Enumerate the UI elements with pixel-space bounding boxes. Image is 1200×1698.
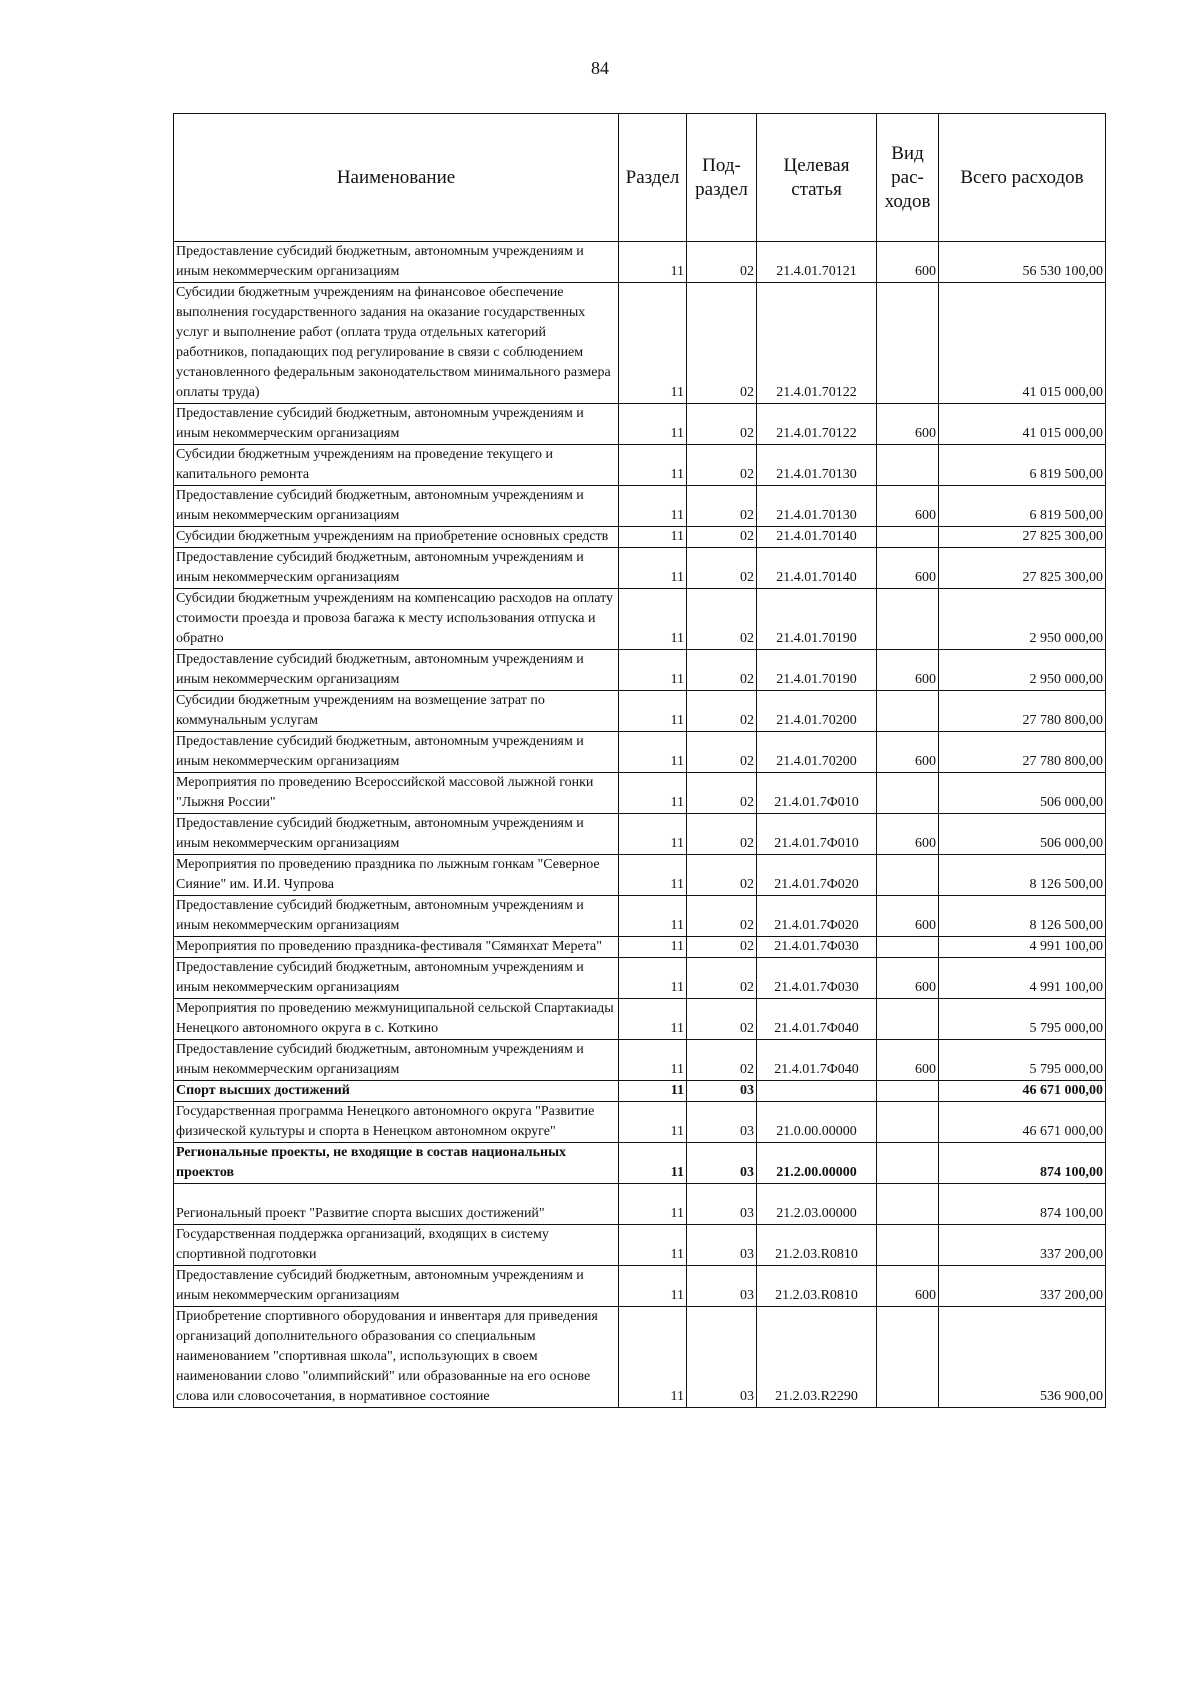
cell-name: Субсидии бюджетным учреждениям на компенсацию расходов на оплату стоимости проезда и провоза багажа к месту использования отпуска и обратно [174,589,619,650]
cell-section: 11 [619,1081,687,1102]
cell-name: Региональные проекты, не входящие в состав национальных проектов [174,1143,619,1184]
cell-type: 600 [877,958,939,999]
cell-name: Предоставление субсидий бюджетным, автономным учреждениям и иным некоммерческим организациям [174,650,619,691]
cell-section: 11 [619,814,687,855]
cell-subsection: 02 [687,691,757,732]
cell-type [877,1184,939,1225]
cell-type [877,589,939,650]
cell-section: 11 [619,445,687,486]
cell-section: 11 [619,773,687,814]
table-row [174,999,1106,1040]
cell-target: 21.4.01.70130 [757,486,877,527]
cell-type [877,1225,939,1266]
cell-type [877,773,939,814]
header-subsection: Под-раздел [687,114,757,242]
cell-section: 11 [619,958,687,999]
cell-subsection: 03 [687,1307,757,1408]
cell-subsection: 02 [687,958,757,999]
cell-total: 2 950 000,00 [939,650,1106,691]
table-row [174,527,1106,548]
table-row [174,1143,1106,1184]
cell-target: 21.0.00.00000 [757,1102,877,1143]
cell-type [877,937,939,958]
cell-name: Предоставление субсидий бюджетным, автономным учреждениям и иным некоммерческим организациям [174,486,619,527]
cell-subsection: 03 [687,1102,757,1143]
cell-section: 11 [619,855,687,896]
table-row [174,855,1106,896]
cell-type [877,999,939,1040]
cell-target: 21.2.03.R2290 [757,1307,877,1408]
table-row [174,1040,1106,1081]
cell-total: 874 100,00 [939,1184,1106,1225]
cell-name: Мероприятия по проведению Всероссийской массовой лыжной гонки "Лыжня России" [174,773,619,814]
cell-name: Предоставление субсидий бюджетным, автономным учреждениям и иным некоммерческим организациям [174,1266,619,1307]
cell-subsection: 02 [687,650,757,691]
cell-target: 21.4.01.7Ф020 [757,855,877,896]
cell-section: 11 [619,1040,687,1081]
cell-section: 11 [619,650,687,691]
cell-total: 5 795 000,00 [939,999,1106,1040]
cell-total: 4 991 100,00 [939,937,1106,958]
cell-total: 506 000,00 [939,814,1106,855]
table-row [174,1266,1106,1307]
cell-subsection: 03 [687,1266,757,1307]
cell-total: 6 819 500,00 [939,486,1106,527]
cell-target: 21.4.01.70200 [757,691,877,732]
cell-total: 56 530 100,00 [939,242,1106,283]
cell-type: 600 [877,1040,939,1081]
cell-section: 11 [619,589,687,650]
cell-subsection: 02 [687,445,757,486]
cell-total: 506 000,00 [939,773,1106,814]
cell-section: 11 [619,732,687,773]
cell-target: 21.4.01.7Ф030 [757,937,877,958]
cell-name: Государственная программа Ненецкого автономного округа "Развитие физической культуры и спорта в Ненецком автономном округе" [174,1102,619,1143]
cell-subsection: 02 [687,937,757,958]
cell-subsection: 02 [687,814,757,855]
cell-name: Субсидии бюджетным учреждениям на финансовое обеспечение выполнения государственного задания на оказание государственных услуг и выполнение работ (оплата труда отдельных категорий работников, попадающих под регулирование в связи с соблюдением установленного федеральным законодательством минимального размера оплаты труда) [174,283,619,404]
cell-section: 11 [619,1102,687,1143]
table-row [174,589,1106,650]
cell-type [877,445,939,486]
cell-section: 11 [619,242,687,283]
cell-target: 21.4.01.7Ф010 [757,814,877,855]
cell-name: Предоставление субсидий бюджетным, автономным учреждениям и иным некоммерческим организациям [174,896,619,937]
cell-type: 600 [877,486,939,527]
cell-name: Государственная поддержка организаций, входящих в систему спортивной подготовки [174,1225,619,1266]
cell-total: 6 819 500,00 [939,445,1106,486]
cell-target: 21.2.03.R0810 [757,1225,877,1266]
cell-target: 21.4.01.70122 [757,283,877,404]
cell-type [877,1307,939,1408]
cell-target: 21.4.01.70121 [757,242,877,283]
cell-target: 21.2.03.R0810 [757,1266,877,1307]
cell-type [877,527,939,548]
cell-total: 27 780 800,00 [939,732,1106,773]
cell-section: 11 [619,404,687,445]
cell-section: 11 [619,1307,687,1408]
cell-type: 600 [877,242,939,283]
table-row [174,283,1106,404]
table-row [174,445,1106,486]
cell-type: 600 [877,650,939,691]
cell-total: 5 795 000,00 [939,1040,1106,1081]
table-body [174,242,1106,1408]
cell-total: 337 200,00 [939,1266,1106,1307]
cell-total: 8 126 500,00 [939,855,1106,896]
table-row [174,1081,1106,1102]
cell-section: 11 [619,1184,687,1225]
cell-type [877,691,939,732]
cell-name: Спорт высших достижений [174,1081,619,1102]
cell-target: 21.4.01.70130 [757,445,877,486]
cell-subsection: 02 [687,732,757,773]
cell-target: 21.2.03.00000 [757,1184,877,1225]
cell-target: 21.4.01.7Ф040 [757,1040,877,1081]
cell-name: Мероприятия по проведению праздника-фестиваля "Сямянхат Мерета" [174,937,619,958]
cell-target: 21.2.00.00000 [757,1143,877,1184]
cell-target: 21.4.01.70122 [757,404,877,445]
cell-name: Предоставление субсидий бюджетным, автономным учреждениям и иным некоммерческим организациям [174,958,619,999]
cell-section: 11 [619,896,687,937]
cell-subsection: 03 [687,1225,757,1266]
cell-target: 21.4.01.70200 [757,732,877,773]
cell-type: 600 [877,404,939,445]
header-name: Наименование [174,114,619,242]
cell-target: 21.4.01.7Ф040 [757,999,877,1040]
budget-table [173,113,1106,1408]
cell-subsection: 02 [687,896,757,937]
table-row [174,650,1106,691]
cell-type [877,855,939,896]
cell-name: Приобретение спортивного оборудования и инвентаря для приведения организаций дополнительного образования со специальным наименованием "спортивная школа", использующих в своем наименовании слово "олимпийский" или образованные на его основе слова или словосочетания, в нормативное состояние [174,1307,619,1408]
cell-target: 21.4.01.70140 [757,527,877,548]
cell-name: Предоставление субсидий бюджетным, автономным учреждениям и иным некоммерческим организациям [174,814,619,855]
cell-type: 600 [877,1266,939,1307]
cell-name: Субсидии бюджетным учреждениям на возмещение затрат по коммунальным услугам [174,691,619,732]
cell-name: Мероприятия по проведению межмуниципальной сельской Спартакиады Ненецкого автономного округа в с. Коткино [174,999,619,1040]
cell-subsection: 02 [687,773,757,814]
cell-section: 11 [619,999,687,1040]
cell-total: 4 991 100,00 [939,958,1106,999]
header-target: Целевая статья [757,114,877,242]
cell-target: 21.4.01.70190 [757,589,877,650]
table-row [174,1307,1106,1408]
table-row [174,896,1106,937]
cell-total: 536 900,00 [939,1307,1106,1408]
cell-total: 2 950 000,00 [939,589,1106,650]
cell-name: Предоставление субсидий бюджетным, автономным учреждениям и иным некоммерческим организациям [174,1040,619,1081]
cell-total: 27 825 300,00 [939,548,1106,589]
cell-target: 21.4.01.7Ф030 [757,958,877,999]
cell-section: 11 [619,691,687,732]
cell-name: Предоставление субсидий бюджетным, автономным учреждениям и иным некоммерческим организациям [174,732,619,773]
table-row [174,242,1106,283]
cell-subsection: 02 [687,589,757,650]
cell-name: Субсидии бюджетным учреждениям на проведение текущего и капитального ремонта [174,445,619,486]
cell-type [877,1102,939,1143]
cell-type: 600 [877,732,939,773]
cell-subsection: 02 [687,548,757,589]
table-row [174,1184,1106,1225]
cell-subsection: 02 [687,486,757,527]
cell-target: 21.4.01.70140 [757,548,877,589]
table-row [174,814,1106,855]
table-row [174,958,1106,999]
cell-section: 11 [619,486,687,527]
cell-type: 600 [877,814,939,855]
table-row [174,548,1106,589]
table-row [174,691,1106,732]
cell-name: Субсидии бюджетным учреждениям на приобретение основных средств [174,527,619,548]
cell-name: Предоставление субсидий бюджетным, автономным учреждениям и иным некоммерческим организациям [174,242,619,283]
cell-name: Мероприятия по проведению праздника по лыжным гонкам "Северное Сияние" им. И.И. Чупрова [174,855,619,896]
cell-section: 11 [619,1266,687,1307]
cell-subsection: 03 [687,1143,757,1184]
cell-name: Предоставление субсидий бюджетным, автономным учреждениям и иным некоммерческим организациям [174,548,619,589]
cell-type [877,1081,939,1102]
cell-section: 11 [619,283,687,404]
header-total: Всего расходов [939,114,1106,242]
cell-section: 11 [619,1143,687,1184]
cell-name: Региональный проект "Развитие спорта высших достижений" [174,1184,619,1225]
table-row [174,732,1106,773]
cell-type: 600 [877,548,939,589]
cell-subsection: 03 [687,1081,757,1102]
cell-section: 11 [619,548,687,589]
cell-type [877,283,939,404]
cell-section: 11 [619,527,687,548]
cell-total: 41 015 000,00 [939,283,1106,404]
cell-section: 11 [619,937,687,958]
cell-target: 21.4.01.7Ф010 [757,773,877,814]
cell-type: 600 [877,896,939,937]
table-row [174,937,1106,958]
header-type: Вид рас-ходов [877,114,939,242]
cell-type [877,1143,939,1184]
table-row [174,486,1106,527]
cell-total: 41 015 000,00 [939,404,1106,445]
table-row [174,404,1106,445]
cell-subsection: 02 [687,283,757,404]
cell-subsection: 02 [687,527,757,548]
cell-total: 46 671 000,00 [939,1102,1106,1143]
cell-subsection: 02 [687,404,757,445]
cell-total: 337 200,00 [939,1225,1106,1266]
header-section: Раздел [619,114,687,242]
cell-subsection: 02 [687,999,757,1040]
cell-total: 8 126 500,00 [939,896,1106,937]
table-row [174,1225,1106,1266]
cell-subsection: 02 [687,855,757,896]
cell-total: 27 825 300,00 [939,527,1106,548]
cell-name: Предоставление субсидий бюджетным, автономным учреждениям и иным некоммерческим организациям [174,404,619,445]
cell-total: 46 671 000,00 [939,1081,1106,1102]
cell-target [757,1081,877,1102]
cell-target: 21.4.01.7Ф020 [757,896,877,937]
cell-subsection: 03 [687,1184,757,1225]
page-number: 84 [591,58,609,78]
cell-subsection: 02 [687,1040,757,1081]
table-row [174,1102,1106,1143]
table-row [174,773,1106,814]
table-header-row [174,114,1106,242]
cell-subsection: 02 [687,242,757,283]
cell-total: 27 780 800,00 [939,691,1106,732]
cell-section: 11 [619,1225,687,1266]
cell-target: 21.4.01.70190 [757,650,877,691]
cell-total: 874 100,00 [939,1143,1106,1184]
